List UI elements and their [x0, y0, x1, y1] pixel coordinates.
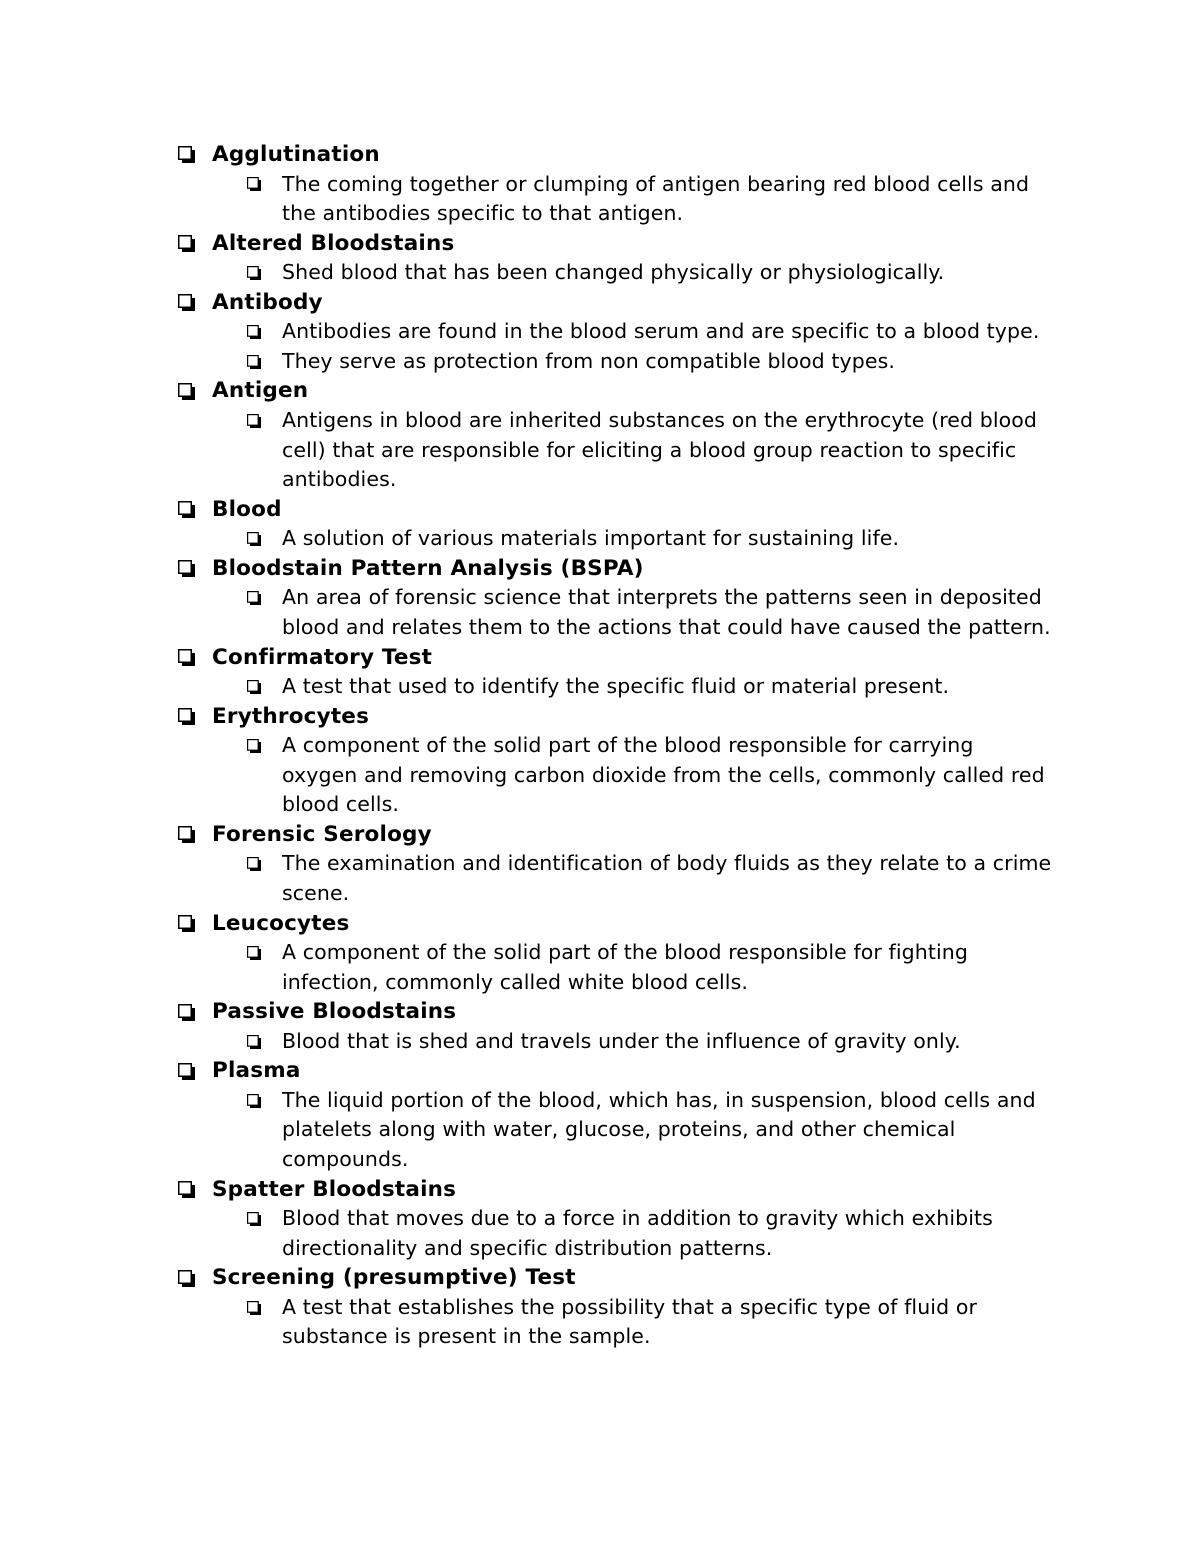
box-bullet-icon	[247, 672, 282, 702]
definition-text: Blood that moves due to a force in addition to gravity which exhibits directionality and specific distribution patterns.	[282, 1206, 993, 1260]
box-bullet-icon	[247, 406, 282, 436]
glossary-term	[178, 702, 1058, 732]
definition-text: Antibodies are found in the blood serum and are specific to a blood type.	[282, 319, 1040, 344]
definition-text: A component of the solid part of the blood responsible for fighting infection, commonly called white blood cells.	[282, 940, 969, 994]
definition-text: Antigens in blood are inherited substances on the erythrocyte (red blood cell) that are responsible for eliciting a blood group reaction to specific antibodies.	[282, 407, 1038, 492]
definition-text: Blood that is shed and travels under the influence of gravity only.	[282, 1028, 961, 1053]
glossary-definition	[247, 170, 1058, 229]
glossary-definition	[247, 406, 1058, 495]
glossary-definition	[247, 347, 1058, 377]
box-bullet-icon	[247, 583, 282, 613]
glossary-term	[178, 554, 1058, 584]
glossary-term	[178, 909, 1058, 939]
glossary-term	[178, 376, 1058, 406]
box-bullet-icon	[247, 1086, 282, 1116]
box-bullet-icon	[178, 288, 212, 318]
glossary-definition	[247, 583, 1058, 642]
box-bullet-icon	[178, 820, 212, 850]
box-bullet-icon	[178, 140, 212, 170]
glossary-definition	[247, 938, 1058, 997]
box-bullet-icon	[178, 376, 212, 406]
box-bullet-icon	[247, 170, 282, 200]
term-title: Spatter Bloodstains	[212, 1176, 457, 1202]
glossary-definition	[247, 1293, 1058, 1352]
glossary-term	[178, 229, 1058, 259]
definition-text: Shed blood that has been changed physically or physiologically.	[282, 260, 945, 285]
definition-text: A test that used to identify the specific fluid or material present.	[282, 674, 950, 699]
box-bullet-icon	[178, 495, 212, 525]
glossary-definition	[247, 1204, 1058, 1263]
box-bullet-icon	[247, 1293, 282, 1323]
box-bullet-icon	[247, 1027, 282, 1057]
glossary-definition	[247, 258, 1058, 288]
box-bullet-icon	[178, 1056, 212, 1086]
box-bullet-icon	[247, 524, 282, 554]
term-title: Agglutination	[212, 142, 380, 167]
glossary-definition	[247, 524, 1058, 554]
box-bullet-icon	[178, 554, 212, 584]
glossary-definition	[247, 1086, 1058, 1175]
definition-text: The liquid portion of the blood, which has, in suspension, blood cells and platelets along with water, glucose, proteins, and other chemical compounds.	[282, 1087, 1036, 1172]
box-bullet-icon	[178, 1175, 212, 1205]
box-bullet-icon	[247, 938, 282, 968]
glossary-definition	[247, 849, 1058, 908]
box-bullet-icon	[178, 643, 212, 673]
term-title: Plasma	[212, 1058, 301, 1084]
box-bullet-icon	[178, 997, 212, 1027]
term-title: Forensic Serology	[212, 821, 432, 847]
definition-text: An area of forensic science that interprets the patterns seen in deposited blood and relates them to the actions that could have caused the pattern.	[282, 585, 1051, 639]
term-title: Erythrocytes	[212, 703, 370, 729]
glossary-term	[178, 1263, 1058, 1293]
glossary-definition	[247, 731, 1058, 820]
box-bullet-icon	[247, 258, 282, 288]
glossary-term	[178, 997, 1058, 1027]
term-title: Altered Bloodstains	[212, 230, 455, 256]
box-bullet-icon	[178, 909, 212, 939]
glossary-term	[178, 1175, 1058, 1205]
glossary-term	[178, 288, 1058, 318]
box-bullet-icon	[247, 347, 282, 377]
term-title: Confirmatory Test	[212, 644, 433, 670]
glossary-term	[178, 643, 1058, 673]
term-title: Leucocytes	[212, 910, 350, 936]
box-bullet-icon	[247, 317, 282, 347]
box-bullet-icon	[247, 731, 282, 761]
glossary-term	[178, 495, 1058, 525]
glossary-term	[178, 1056, 1058, 1086]
term-title: Bloodstain Pattern Analysis (BSPA)	[212, 555, 644, 581]
box-bullet-icon	[247, 849, 282, 879]
glossary-definition	[247, 1027, 1058, 1057]
box-bullet-icon	[178, 1263, 212, 1293]
box-bullet-icon	[178, 229, 212, 259]
glossary-term	[178, 820, 1058, 850]
glossary-term	[178, 140, 1058, 170]
glossary-definition	[247, 672, 1058, 702]
term-title: Antigen	[212, 378, 309, 404]
definition-text: A test that establishes the possibility that a specific type of fluid or substance is present in the sample.	[282, 1294, 977, 1349]
glossary-definition	[247, 317, 1058, 347]
term-title: Antibody	[212, 289, 323, 315]
definition-text: The coming together or clumping of antigen bearing red blood cells and the antibodies specific to that antigen.	[282, 171, 1030, 226]
box-bullet-icon	[178, 702, 212, 732]
definition-text: They serve as protection from non compatible blood types.	[282, 348, 895, 373]
definition-text: A solution of various materials important for sustaining life.	[282, 526, 900, 551]
term-title: Screening (presumptive) Test	[212, 1265, 576, 1291]
term-title: Passive Bloodstains	[212, 999, 457, 1025]
box-bullet-icon	[247, 1204, 282, 1234]
definition-text: The examination and identification of body fluids as they relate to a crime scene.	[282, 851, 1052, 905]
term-title: Blood	[212, 496, 282, 522]
definition-text: A component of the solid part of the blood responsible for carrying oxygen and removing carbon dioxide from the cells, commonly called red blood cells.	[282, 733, 1045, 817]
glossary-list	[178, 140, 1058, 1352]
